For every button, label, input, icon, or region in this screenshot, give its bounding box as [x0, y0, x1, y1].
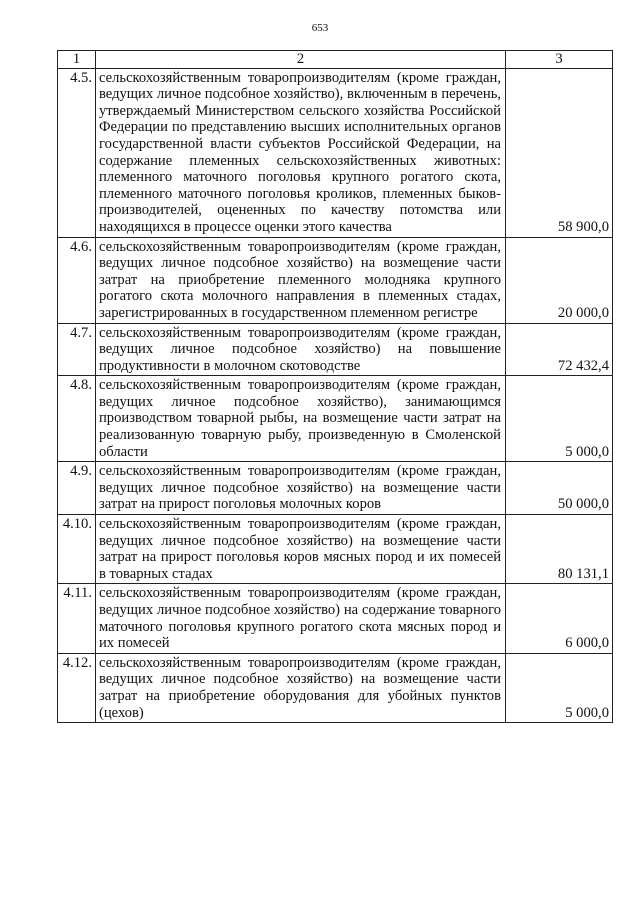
row-description: сельскохозяйственным товаропроизводителям (кроме граждан, ведущих личное подсобное хозяйство), включенным в перечень, утверждаемый Министерством сельского хозяйства Российской Федерации по представлению высших исполнительных органов государственной власти субъектов Российской Федерации, на содержание племенных сельскохозяйственных животных: племенного маточного поголовья крупного рогатого скота, племенного маточного поголовья кроликов, племенных быков-производителей, оцененных по качеству потомства или находящихся в процессе оценки этого качества — [96, 68, 506, 237]
table-row — [58, 68, 613, 237]
row-description: сельскохозяйственным товаропроизводителям (кроме граждан, ведущих личное подсобное хозяйство) на возмещение части затрат на приобретение племенного молодняка крупного рогатого скота молочного направления в племенных стадах, зарегистрированных в государственном племенном регистре — [96, 237, 506, 323]
row-number: 4.10. — [58, 515, 96, 584]
row-description: сельскохозяйственным товаропроизводителям (кроме граждан, ведущих личное подсобное хозяйство) на содержание товарного маточного поголовья крупного рогатого скота мясных пород и их помесей — [96, 584, 506, 653]
table-row — [58, 462, 613, 515]
header-row — [58, 51, 613, 69]
row-amount: 5 000,0 — [506, 653, 613, 722]
header-cell-1: 1 — [58, 51, 96, 69]
row-number: 4.12. — [58, 653, 96, 722]
header-cell-2: 2 — [96, 51, 506, 69]
table-row — [58, 653, 613, 722]
row-description: сельскохозяйственным товаропроизводителям (кроме граждан, ведущих личное подсобное хозяйство), занимающимся производством товарной рыбы, на возмещение части затрат на реализованную товарную рыбу, произведенную в Смоленской области — [96, 376, 506, 462]
row-number: 4.9. — [58, 462, 96, 515]
row-description: сельскохозяйственным товаропроизводителям (кроме граждан, ведущих личное подсобное хозяйство) на возмещение части затрат на прирост поголовья коров мясных пород и их помесей в товарных стадах — [96, 515, 506, 584]
row-number: 4.11. — [58, 584, 96, 653]
row-number: 4.7. — [58, 323, 96, 376]
row-amount: 72 432,4 — [506, 323, 613, 376]
table-header — [58, 51, 613, 69]
row-amount: 20 000,0 — [506, 237, 613, 323]
budget-table — [57, 50, 613, 723]
table-row — [58, 584, 613, 653]
row-number: 4.5. — [58, 68, 96, 237]
row-amount: 6 000,0 — [506, 584, 613, 653]
table-row — [58, 237, 613, 323]
row-amount: 5 000,0 — [506, 376, 613, 462]
header-cell-3: 3 — [506, 51, 613, 69]
row-amount: 50 000,0 — [506, 462, 613, 515]
row-amount: 58 900,0 — [506, 68, 613, 237]
row-description: сельскохозяйственным товаропроизводителям (кроме граждан, ведущих личное подсобное хозяйство) на повышение продуктивности в молочном скотоводстве — [96, 323, 506, 376]
row-description: сельскохозяйственным товаропроизводителям (кроме граждан, ведущих личное подсобное хозяйство) на возмещение части затрат на прирост поголовья молочных коров — [96, 462, 506, 515]
table-body — [58, 68, 613, 723]
row-amount: 80 131,1 — [506, 515, 613, 584]
row-number: 4.6. — [58, 237, 96, 323]
table-row — [58, 376, 613, 462]
row-description: сельскохозяйственным товаропроизводителям (кроме граждан, ведущих личное подсобное хозяйство) на возмещение части затрат на приобретение оборудования для убойных пунктов (цехов) — [96, 653, 506, 722]
table-row — [58, 323, 613, 376]
table-row — [58, 515, 613, 584]
row-number: 4.8. — [58, 376, 96, 462]
page-number: 653 — [311, 22, 329, 34]
